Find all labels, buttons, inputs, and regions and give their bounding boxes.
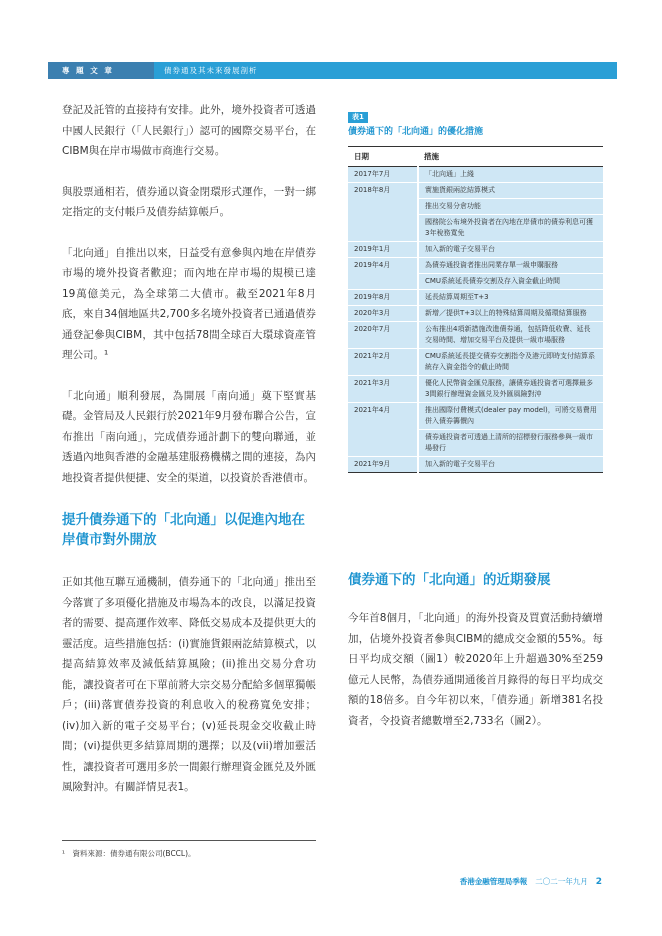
issue-date: 二〇二一年九月	[535, 877, 588, 886]
table-row	[348, 290, 603, 306]
table-row	[348, 183, 603, 199]
page-number: 2	[595, 877, 602, 887]
table-row	[348, 306, 603, 322]
table-row	[348, 167, 603, 183]
table-row	[348, 457, 603, 473]
row-measure: 實施貨銀兩訖結算模式	[418, 183, 603, 199]
row-date: 2020年7月	[348, 322, 418, 349]
page-header	[48, 62, 617, 79]
paragraph-3: 「北向通」自推出以來，日益受有意參與內地在岸債券市場的境外投資者歡迎；而內地在岸市場的規模已達19萬億美元，為全球第二大債市。截至2021年8月底，來自34個地區共2,700多名境外投資者已通過債券通登記參與CIBM，其中包括78間全球百大環球資產管理公司。¹	[62, 246, 316, 361]
column-header-date: 日期	[348, 147, 418, 167]
table-row	[348, 258, 603, 274]
left-column	[62, 100, 316, 798]
row-measure: 債券通投資者可透過上清所的招標發行服務參與一級市場發行	[418, 430, 603, 457]
table-row	[348, 242, 603, 258]
table-row	[348, 322, 603, 349]
row-date: 2019年1月	[348, 242, 418, 258]
row-measure: 推出國際付費模式(dealer pay model)，可將交易費用併入債券籌價內	[418, 403, 603, 430]
table-tag: 表1	[348, 112, 368, 123]
table-caption	[348, 104, 603, 139]
row-measure: 優化人民幣資金匯兑服務，讓債券通投資者可選擇最多3間銀行辦理資金匯兑及外匯風險對沖	[418, 376, 603, 403]
table-row	[348, 376, 603, 403]
article-title-label: 債券通及其未來發展剖析	[154, 62, 617, 79]
page-footer	[460, 876, 602, 887]
paragraph-1: 登記及託管的直接持有安排。此外，境外投資者可透過中國人民銀行（「人民銀行」）認可的國際交易平台，在CIBM與在岸市場做市商進行交易。	[62, 104, 316, 157]
footnote: ¹ 資料來源：債券通有限公司(BCCL)。	[62, 849, 196, 858]
row-measure: 「北向通」上綫	[418, 167, 603, 183]
magazine-name: 香港金融管理局季報	[459, 877, 528, 886]
table-row	[348, 349, 603, 376]
section-label: 專 題 文 章	[48, 62, 154, 79]
section-heading-northbound: 提升債券通下的「北向通」以促進內地在岸債市對外開放	[62, 512, 305, 548]
row-date: 2019年4月	[348, 258, 418, 290]
row-date: 2020年3月	[348, 306, 418, 322]
paragraph-4: 「北向通」順利發展，為開展「南向通」奠下堅實基礎。金管局及人民銀行於2021年9月發布聯合公告，宣布推出「南向通」，完成債券通計劃下的雙向聯通，並透過內地與香港的金融基建服務機構之間的連接，為內地投資者提供便捷、安全的渠道，以投資於香港債市。	[62, 389, 316, 484]
row-date: 2021年3月	[348, 376, 418, 403]
row-date: 2017年7月	[348, 167, 418, 183]
row-measure: 延長結算周期至T+3	[418, 290, 603, 306]
footnote-divider	[62, 840, 316, 841]
row-measure: CMU系統延長提交債券交割指令及港元即時支付結算系統存入資金指令的截止時間	[418, 349, 603, 376]
row-measure: 加入新的電子交易平台	[418, 242, 603, 258]
row-date: 2021年9月	[348, 457, 418, 473]
row-measure: 為債券通投資者推出同業存單一級申購服務	[418, 258, 603, 274]
row-date: 2018年8月	[348, 183, 418, 242]
table-row	[348, 403, 603, 430]
row-measure: 新增／提供T+3以上的特殊結算周期及循環結算服務	[418, 306, 603, 322]
row-measure: CMU系統延長債券交割及存入資金截止時間	[418, 274, 603, 290]
row-measure: 加入新的電子交易平台	[418, 457, 603, 473]
row-date: 2021年2月	[348, 349, 418, 376]
column-header-measure: 措施	[418, 147, 603, 167]
row-measure: 推出交易分倉功能	[418, 199, 603, 215]
row-measure: 國務院公布境外投資者在內地在岸債市的債券利息可獲3年稅務寬免	[418, 215, 603, 242]
paragraph-2: 與股票通相若，債券通以資金閉環形式運作，一對一綁定指定的支付帳戶及債券結算帳戶。	[62, 185, 316, 218]
row-date: 2021年4月	[348, 403, 418, 457]
measures-table	[348, 146, 603, 473]
row-date: 2019年8月	[348, 290, 418, 306]
paragraph-5: 正如其他互聯互通機制，債券通下的「北向通」推出至今落實了多項優化措施及市場為本的改良，以滿足投資者的需要、提高運作效率、降低交易成本及提供更大的靈活度。這些措施包括：(i)實施貨銀兩訖結算模式，以提高結算效率及減低結算風險；(ii)推出交易分倉功能，讓投資者可在下單前將大宗交易分配給多個單獨帳戶；(iii)落實債券投資的利息收入的稅務寬免安排；(iv)加入新的電子交易平台；(v)延長現金交收截止時間；(vi)提供更多結算周期的選擇；以及(vii)增加靈活性，讓投資者可選用多於一間銀行辦理資金匯兑及外匯風險對沖。有關詳情見表1。	[62, 576, 316, 793]
section-heading-recent: 債券通下的「北向通」的近期發展	[348, 572, 551, 588]
table-header-row	[348, 147, 603, 167]
row-measure: 公布推出4項新措施改進債券通，包括降低收費、延長交易時間、增加交易平台及提供一級市場服務	[418, 322, 603, 349]
paragraph-recent: 今年首8個月，「北向通」的海外投資及買賣活動持續增加，佔境外投資者參與CIBM的總成交金額的55%。每日平均成交額（圖1）較2020年上升超過30%至259億元人民幣，為債券通開通後首月錄得的每日平均成交額的18倍多。自今年初以來，「債券通」新增381名投資者，令投資者總數增至2,733名（圖2）。	[348, 612, 603, 727]
table-title: 債券通下的「北向通」的優化措施	[348, 127, 484, 137]
